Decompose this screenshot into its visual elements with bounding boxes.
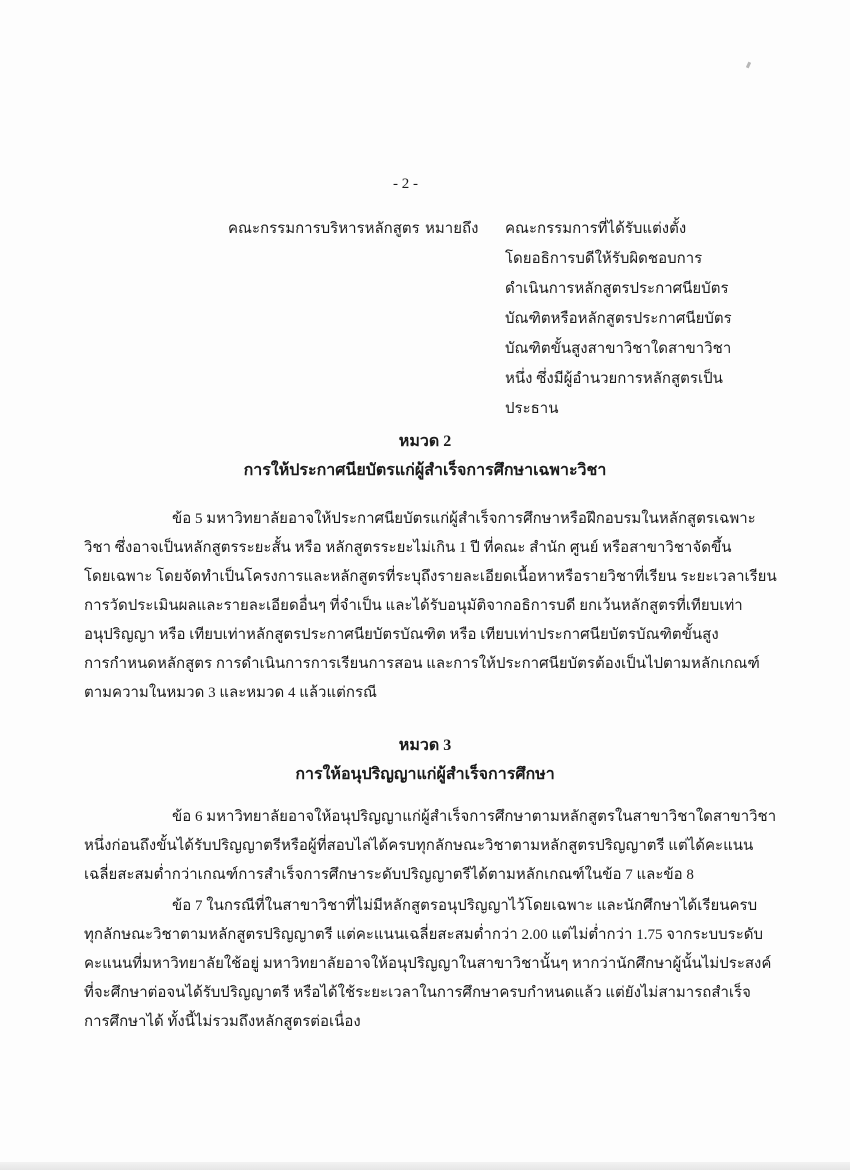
paragraph-line: หนึ่งก่อนถึงขั้นได้รับปริญญาตรีหรือผู้ที่สอบไล่ได้ครบทุกลักษณะวิชาตามหลักสูตรปริญญาตรี แต่ได้คะแนน: [84, 838, 754, 854]
chapter-subtitle: การให้อนุปริญญาแก่ผู้สำเร็จการศึกษา: [295, 766, 555, 783]
paragraph-line: ข้อ 7 ในกรณีที่ในสาขาวิชาที่ไม่มีหลักสูตรอนุปริญญาไว้โดยเฉพาะ และนักศึกษาได้เรียนครบ: [172, 898, 758, 914]
chapter-subtitle: การให้ประกาศนียบัตรแก่ผู้สำเร็จการศึกษาเฉพาะวิชา: [243, 462, 607, 479]
paragraph-line: เฉลี่ยสะสมต่ำกว่าเกณฑ์การสำเร็จการศึกษาระดับปริญญาตรีได้ตามหลักเกณฑ์ในข้อ 7 และข้อ 8: [84, 867, 694, 883]
clause-7: [0, 893, 850, 1038]
definition-line: หนึ่ง ซึ่งมีผู้อำนวยการหลักสูตรเป็น: [505, 371, 723, 387]
definition-line: ประธาน: [505, 401, 559, 417]
scan-bottom-edge: [0, 1162, 850, 1170]
definition-line: บัณฑิตหรือหลักสูตรประกาศนียบัตร: [505, 311, 732, 327]
paragraph-line: ตามความในหมวด 3 และหมวด 4 แล้วแต่กรณี: [84, 685, 377, 701]
chapter-3-heading: [0, 734, 850, 792]
paragraph-line: การวัดประเมินผลและรายละเอียดอื่นๆ ที่จำเป็น และได้รับอนุมัติจากอธิการบดี ยกเว้นหลักสูตรที่เทียบเท่า: [84, 598, 743, 614]
chapter-title: หมวด 2: [398, 433, 452, 450]
paragraph-line: ข้อ 5 มหาวิทยาลัยอาจให้ประกาศนียบัตรแก่ผู้สำเร็จการศึกษาหรือฝึกอบรมในหลักสูตรเฉพาะ: [172, 511, 756, 527]
definition-line: โดยอธิการบดีให้รับผิดชอบการ: [505, 251, 703, 267]
paragraph-line: ทุกลักษณะวิชาตามหลักสูตรปริญญาตรี แต่คะแนนเฉลี่ยสะสมต่ำกว่า 2.00 แต่ไม่ต่ำกว่า 1.75 จากระบบระดับ: [84, 927, 764, 943]
clause-5: [0, 506, 850, 709]
paragraph-line: คะแนนที่มหาวิทยาลัยใช้อยู่ มหาวิทยาลัยอาจให้อนุปริญญาในสาขาวิชานั้นๆ หากว่านักศึกษาผู้นั้นไม่ประสงค์: [84, 956, 772, 972]
page-number: - 2 -: [393, 176, 418, 192]
definition-line: คณะกรรมการที่ได้รับแต่งตั้ง: [505, 221, 687, 237]
definition-term: คณะกรรมการบริหารหลักสูตร: [228, 221, 420, 237]
paragraph-line: การศึกษาได้ ทั้งนี้ไม่รวมถึงหลักสูตรต่อเนื่อง: [84, 1014, 361, 1030]
paragraph-line: ข้อ 6 มหาวิทยาลัยอาจให้อนุปริญญาแก่ผู้สำเร็จการศึกษาตามหลักสูตรในสาขาวิชาใดสาขาวิชา: [172, 809, 777, 825]
definition-body: [505, 216, 740, 426]
paragraph-line: โดยเฉพาะ โดยจัดทำเป็นโครงการและหลักสูตรที่ระบุถึงรายละเอียดเนื้อหาหรือรายวิชาที่เรียน ระยะเวลาเรียน: [84, 569, 777, 585]
definition-line: บัณฑิตขั้นสูงสาขาวิชาใดสาขาวิชา: [505, 341, 732, 357]
paragraph-line: การกำหนดหลักสูตร การดำเนินการการเรียนการสอน และการให้ประกาศนียบัตรต้องเป็นไปตามหลักเกณฑ์: [84, 656, 760, 672]
chapter-2-heading: [0, 430, 850, 488]
paragraph-line: อนุปริญญา หรือ เทียบเท่าหลักสูตรประกาศนียบัตรบัณฑิต หรือ เทียบเท่าประกาศนียบัตรบัณฑิตขั้นสูง: [84, 627, 719, 643]
definition-means: หมายถึง: [425, 221, 479, 237]
definition-line: ดำเนินการหลักสูตรประกาศนียบัตร: [505, 281, 729, 297]
clause-6: [0, 804, 850, 891]
paragraph-line: วิชา ซึ่งอาจเป็นหลักสูตรระยะสั้น หรือ หลักสูตรระยะไม่เกิน 1 ปี ที่คณะ สำนัก ศูนย์ หรือสาขาวิชาจัดขึ้น: [84, 540, 732, 556]
chapter-title: หมวด 3: [398, 737, 452, 754]
paragraph-line: ที่จะศึกษาต่อจนได้รับปริญญาตรี หรือได้ใช้ระยะเวลาในการศึกษาครบกำหนดแล้ว แต่ยังไม่สามารถสำเร็จ: [84, 985, 751, 1001]
scan-speck: [746, 62, 751, 69]
